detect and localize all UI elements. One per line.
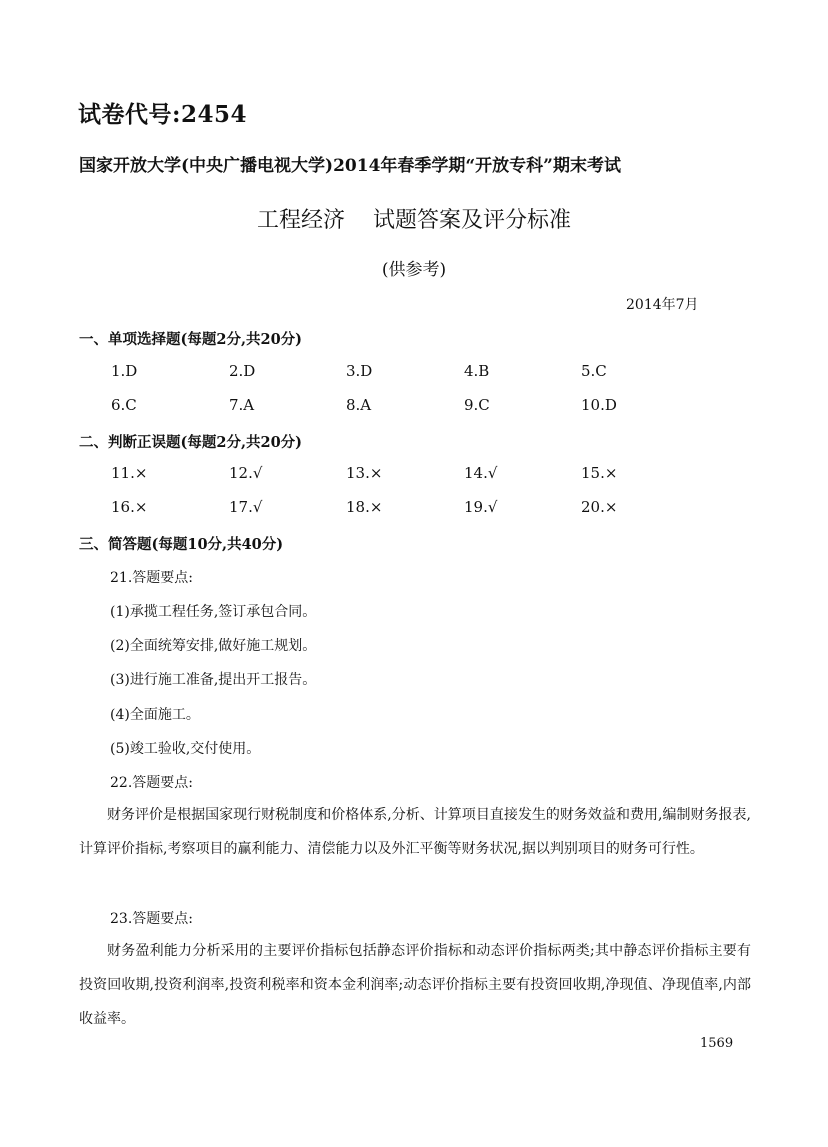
answer-item: 18.× (346, 498, 383, 516)
answer-item: 3.D (346, 362, 373, 380)
section1-title: 一、单项选择题(每题2分,共20分) (79, 331, 303, 348)
answer-item: 4.B (464, 362, 490, 380)
answer-item: 6.C (111, 396, 137, 414)
answer-item: 8.A (346, 396, 372, 414)
answer-item: 14.√ (464, 464, 498, 482)
answer-item: 5.C (581, 362, 607, 380)
q22-label: 22.答题要点: (110, 775, 193, 791)
subject-name: 工程经济 (256, 208, 345, 233)
section2-title: 二、判断正误题(每题2分,共20分) (79, 434, 303, 451)
exam-title: 国家开放大学(中央广播电视大学)2014年春季学期“开放专科”期末考试 (79, 156, 621, 176)
answer-item: 12.√ (229, 464, 263, 482)
answer-item: 7.A (229, 396, 255, 414)
answer-item: 20.× (581, 498, 618, 516)
exam-code: 试卷代号:2454 (78, 101, 248, 128)
exam-date: 2014年7月 (626, 297, 699, 313)
q21-point: (2)全面统筹安排,做好施工规划。 (110, 638, 317, 654)
q21-label: 21.答题要点: (110, 570, 193, 586)
answer-item: 2.D (229, 362, 256, 380)
answer-item: 16.× (111, 498, 148, 516)
answer-item: 10.D (581, 396, 617, 414)
q21-point: (4)全面施工。 (110, 707, 200, 723)
section3-title: 三、简答题(每题10分,共40分) (79, 536, 284, 553)
reference-note: (供参考) (381, 260, 447, 280)
q21-point: (3)进行施工准备,提出开工报告。 (110, 672, 317, 688)
answer-key-title: 试题答案及评分标准 (373, 208, 572, 233)
q22-answer-text: 财务评价是根据国家现行财税制度和价格体系,分析、计算项目直接发生的财务效益和费用,编制财务报表,计算评价指标,考察项目的赢利能力、清偿能力以及外汇平衡等财务状况,据以判别项目的财务可行性。 (79, 807, 751, 857)
answer-item: 19.√ (464, 498, 498, 516)
answer-item: 17.√ (229, 498, 263, 516)
answer-item: 9.C (464, 396, 490, 414)
subject-title (0, 203, 828, 234)
q21-point: (1)承揽工程任务,签订承包合同。 (110, 604, 317, 620)
page-number: 1569 (700, 1036, 734, 1051)
q23-answer-text: 财务盈利能力分析采用的主要评价指标包括静态评价指标和动态评价指标两类;其中静态评价指标主要有投资回收期,投资利润率,投资利税率和资本金利润率;动态评价指标主要有投资回收期,净现值、净现值率,内部收益率。 (79, 943, 751, 1027)
q23-label: 23.答题要点: (110, 911, 193, 927)
answer-item: 11.× (111, 464, 148, 482)
q21-point: (5)竣工验收,交付使用。 (110, 741, 261, 757)
answer-item: 15.× (581, 464, 618, 482)
answer-item: 1.D (111, 362, 138, 380)
answer-item: 13.× (346, 464, 383, 482)
